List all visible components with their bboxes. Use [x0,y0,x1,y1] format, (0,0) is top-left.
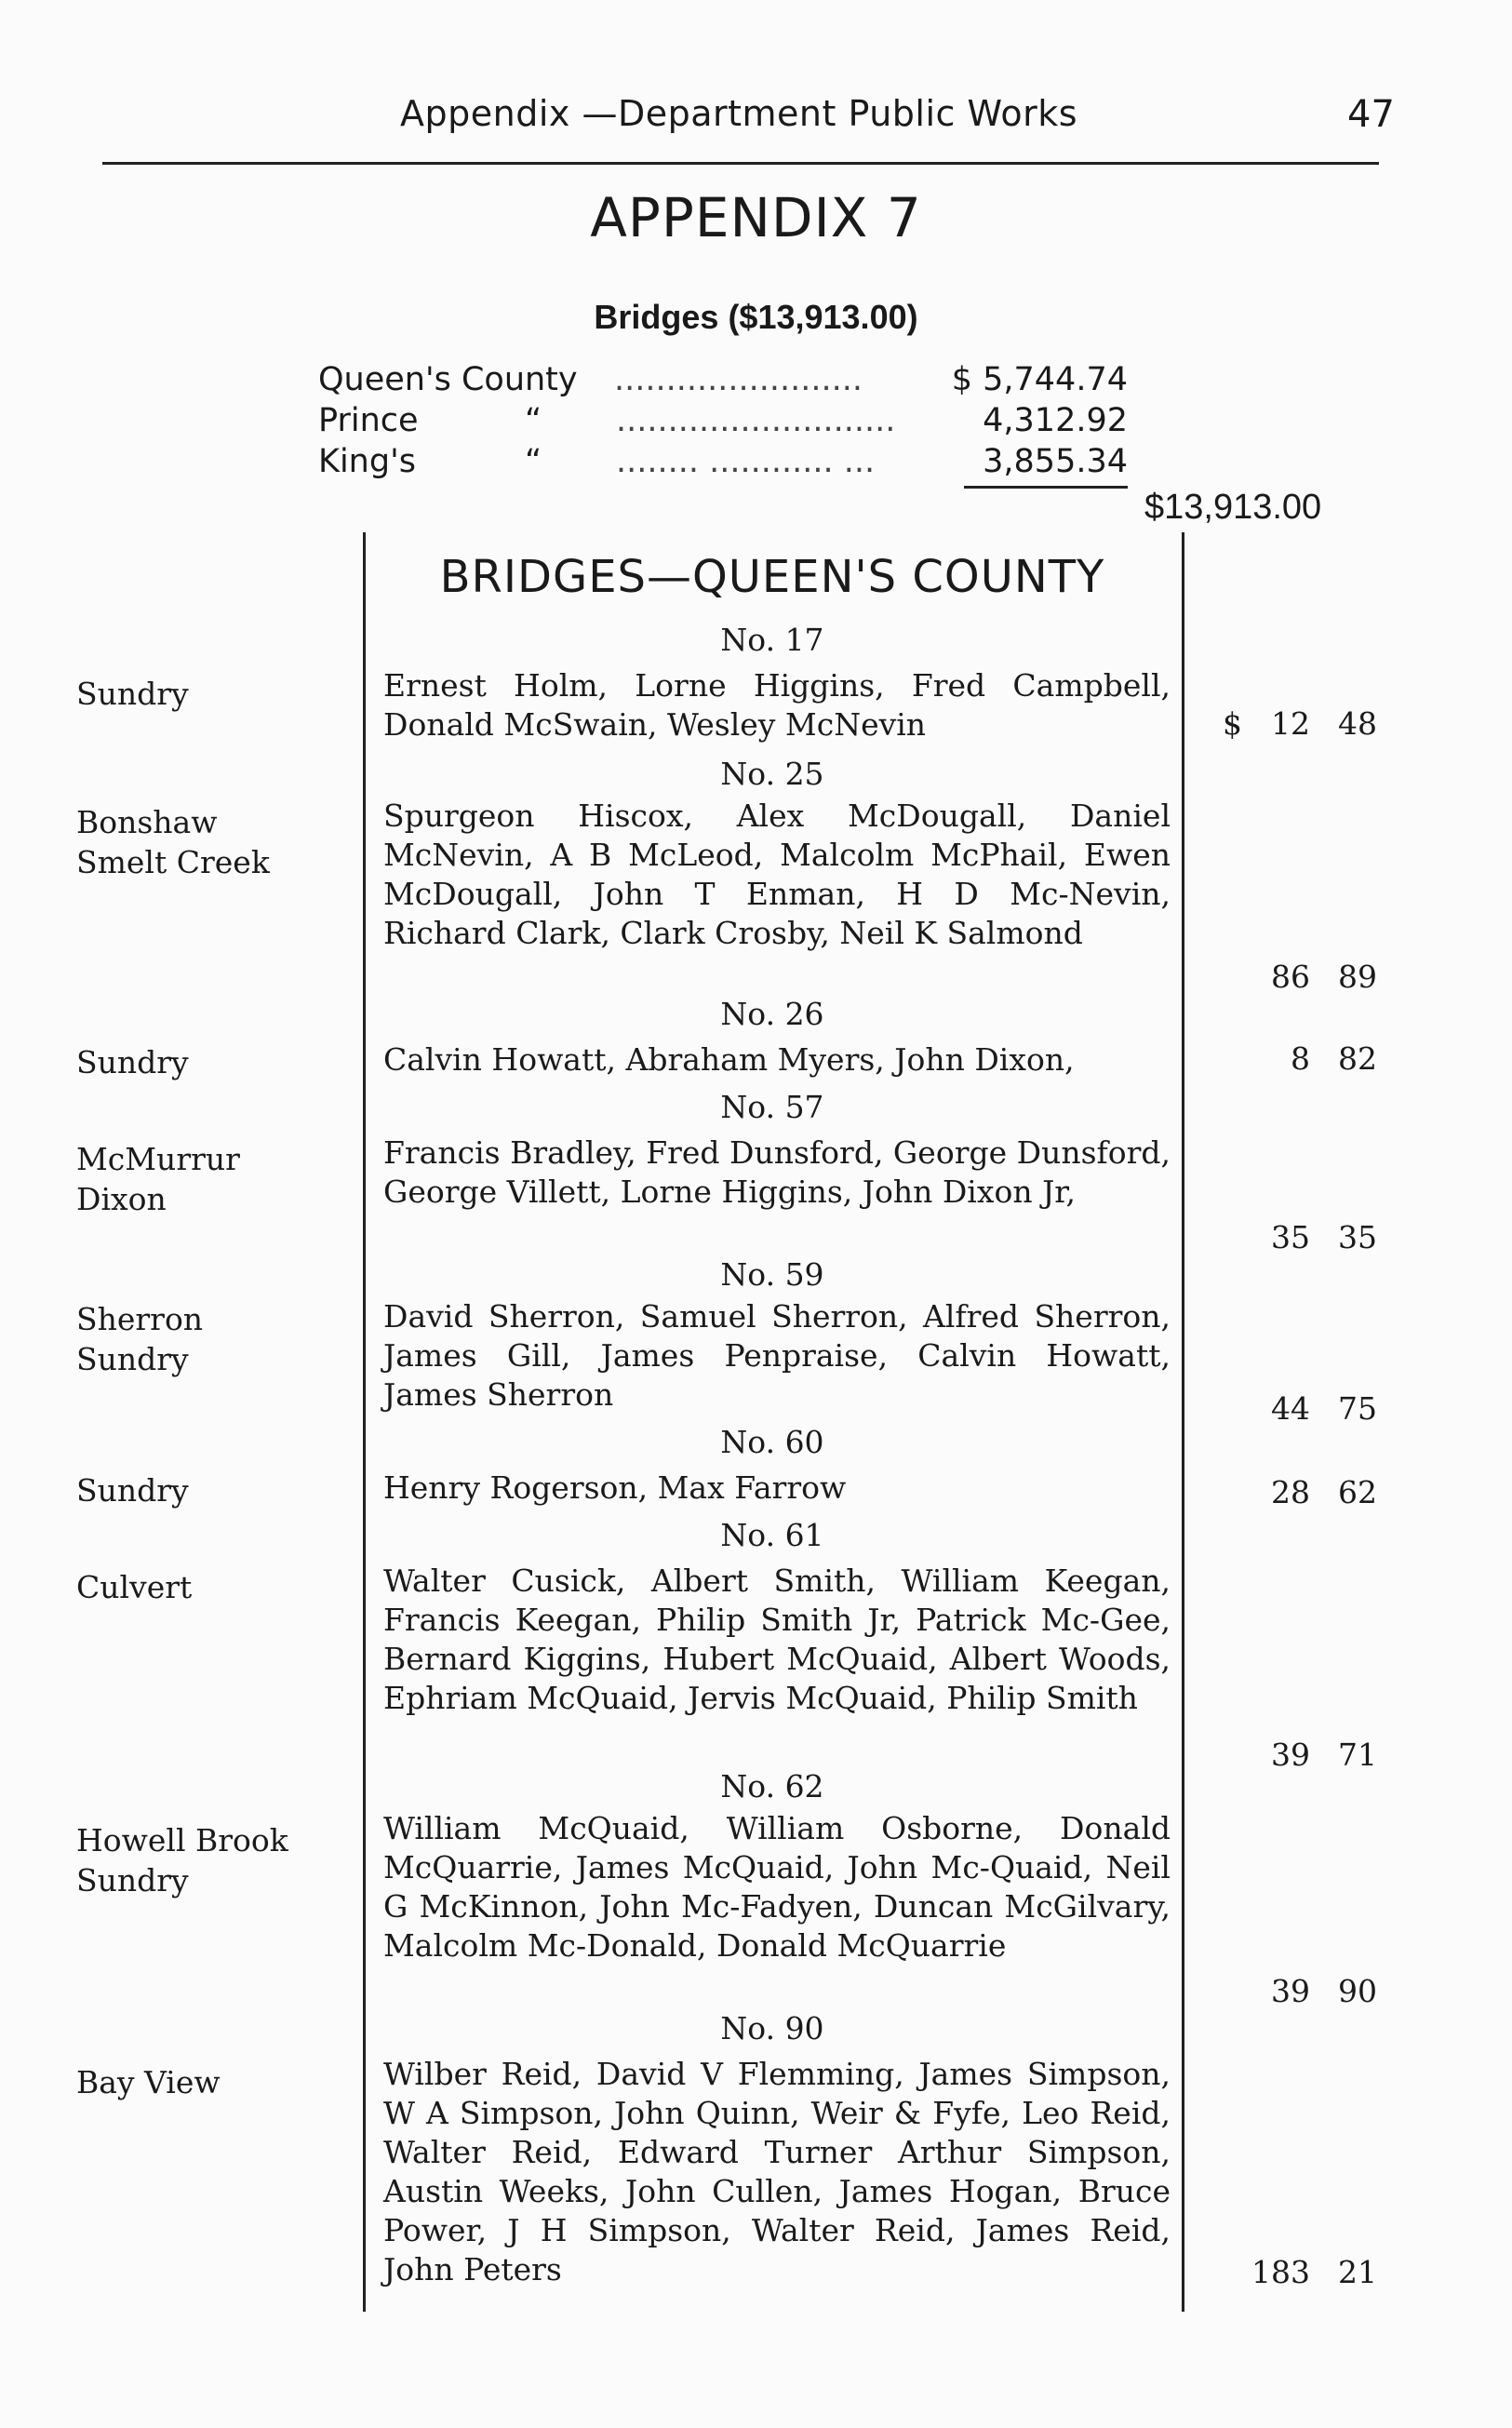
location-label: Sundry [76,676,189,712]
dollar-sign: $ [1223,705,1242,742]
worker-names: Wilber Reid, David V Flemming, James Simpson, W A Simpson, John Quinn, Weir & Fyfe, Leo Reid, Walter Reid, Edward Turner Arthur Simpson, Austin Weeks, John Cullen, James Hogan, Bruce Power, J H Simpson, Walter Reid, James Reid, John Peters [383,2056,1171,2287]
worker-names: Henry Rogerson, Max Farrow [383,1469,847,1506]
page-header [0,0,1512,168]
amount-dollars: 39 [1271,1973,1310,2009]
amount-cents: 89 [1338,959,1377,995]
summary-amount: $ 5,744.74 [951,361,1128,398]
summary-amount: 3,855.34 [983,443,1128,480]
amount-dollars: 35 [1271,1219,1310,1255]
summary-rule [964,486,1128,489]
location-label: Sundry [76,1044,189,1080]
summary-label: Queen's County [318,361,578,398]
amount-cents: 48 [1338,705,1377,742]
bridge-number: No. 17 [720,622,824,658]
appendix-title: APPENDIX 7 [590,186,922,249]
county-title: BRIDGES—QUEEN'S COUNTY [439,551,1105,603]
amount-dollars: 44 [1271,1390,1310,1427]
amount-cents: 21 [1338,2254,1377,2290]
page-number: 47 [1347,93,1395,136]
summary-row-kings [318,443,1128,484]
amount-dollars: 86 [1271,959,1310,995]
amount-dollars: 8 [1291,1040,1310,1077]
summary-ditto: “ [525,443,542,480]
amount-dollars: 12 [1271,705,1310,742]
amount-cents: 75 [1338,1390,1377,1427]
bridge-number: No. 90 [720,2010,824,2046]
location-label: Howell Brook Sundry [76,1822,288,1898]
amount-cents: 90 [1338,1973,1377,2009]
summary-label: King's [318,443,416,480]
worker-names: Ernest Holm, Lorne Higgins, Fred Campbell, Donald McSwain, Wesley McNevin [383,667,1171,743]
amount-cents: 82 [1338,1040,1377,1077]
worker-names: David Sherron, Samuel Sherron, Alfred Sherron, James Gill, James Penpraise, Calvin Howatt, James Sherron [383,1298,1171,1413]
bridge-number: No. 62 [720,1768,824,1804]
bridge-number: No. 57 [720,1089,824,1125]
location-label: Culvert [76,1569,193,1605]
summary-total: $13,913.00 [1144,488,1322,527]
summary-label: Prince [318,402,419,439]
location-label: Bonshaw Smelt Creek [76,804,270,880]
amount-dollars: 28 [1271,1474,1310,1510]
bridge-number: No. 60 [720,1424,824,1460]
summary-amount: 4,312.92 [983,402,1128,439]
bridge-number: No. 26 [720,996,824,1032]
location-label: Sundry [76,1472,189,1509]
summary-ditto: “ [525,402,542,439]
summary-leader-dots: ........................... [616,402,896,439]
summary-row-queens [318,361,1128,402]
worker-names: Walter Cusick, Albert Smith, William Keegan, Francis Keegan, Philip Smith Jr, Patrick Mc-Gee, Bernard Kiggins, Hubert McQuaid, Albert Woods, Ephriam McQuaid, Jervis McQuaid, Philip Smith [383,1563,1171,1716]
column-rule-right [1182,532,1184,2312]
worker-names: Calvin Howatt, Abraham Myers, John Dixon, [383,1041,1075,1078]
worker-names: Francis Bradley, Fred Dunsford, George Dunsford, George Villett, Lorne Higgins, John Dixon Jr, [383,1134,1171,1210]
summary-row-prince [318,402,1128,443]
location-label: McMurrur Dixon [76,1141,240,1217]
bridge-number: No. 59 [720,1256,824,1293]
amount-dollars: 39 [1271,1737,1310,1773]
amount-cents: 35 [1338,1219,1377,1255]
bridges-title: Bridges ($13,913.00) [594,298,918,336]
amount-dollars: 183 [1251,2254,1310,2290]
running-title: Appendix —Department Public Works [400,93,1078,134]
bridge-number: No. 25 [720,756,824,792]
header-rule [102,162,1379,165]
worker-names: Spurgeon Hiscox, Alex McDougall, Daniel McNevin, A B McLeod, Malcolm McPhail, Ewen McDougall, John T Enman, H D Mc-Nevin, Richard Clark, Clark Crosby, Neil K Salmond [383,798,1171,951]
worker-names: William McQuaid, William Osborne, Donald McQuarrie, James McQuaid, John Mc-Quaid, Neil G McKinnon, John Mc-Fadyen, Duncan McGilvary, Malcolm Mc-Donald, Donald McQuarrie [383,1810,1171,1964]
bridge-number: No. 61 [720,1517,824,1553]
summary-leader-dots: ........ ............ ... [616,443,876,480]
amount-cents: 71 [1338,1737,1377,1773]
location-label: Sherron Sundry [76,1301,204,1377]
amount-cents: 62 [1338,1474,1377,1510]
location-label: Bay View [76,2064,221,2100]
summary-leader-dots: ........................ [614,361,863,398]
